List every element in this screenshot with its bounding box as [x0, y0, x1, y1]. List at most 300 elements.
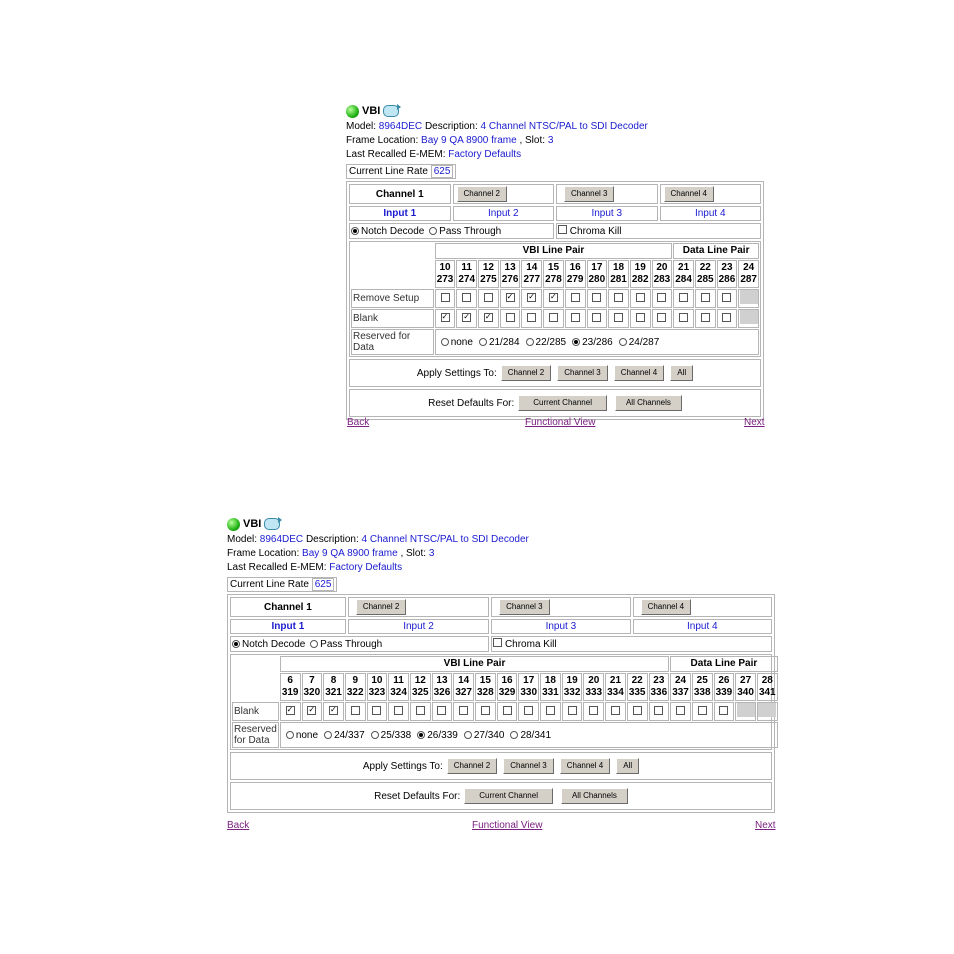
blank-checkbox[interactable]: [722, 313, 731, 322]
line-number-pair: 329: [498, 687, 516, 698]
line-pair-header: [367, 673, 388, 701]
remove-setup-cell: [587, 289, 608, 308]
remove-setup-cell: [435, 289, 456, 308]
line-number: 25: [696, 675, 708, 686]
description-value: 4 Channel NTSC/PAL to SDI Decoder: [480, 121, 648, 132]
vbi-line-table: [231, 655, 779, 749]
tab-channel-2-button[interactable]: Channel 2: [457, 186, 507, 202]
remove-setup-checkbox[interactable]: [571, 293, 580, 302]
reserved-option-label: 25/338: [380, 729, 412, 741]
remove-setup-checkbox[interactable]: [549, 293, 558, 302]
blank-cell: [695, 309, 716, 328]
functional-view-link[interactable]: Functional View: [472, 820, 543, 831]
slot-value: 3: [428, 548, 435, 559]
reserved-option-label: 22/285: [535, 336, 567, 348]
grid-corner: [351, 243, 434, 259]
line-number: 15: [479, 675, 491, 686]
pass-through-label: Pass Through: [320, 638, 383, 650]
line-pair-header: [738, 260, 759, 288]
line-number: 15: [547, 262, 560, 273]
blank-checkbox[interactable]: [657, 313, 666, 322]
apply-all-button[interactable]: All: [670, 365, 693, 381]
blank-checkbox[interactable]: [394, 706, 403, 715]
chroma-kill-checkbox[interactable]: [558, 225, 567, 234]
blank-checkbox[interactable]: [351, 706, 360, 715]
remove-setup-cell: [738, 289, 759, 308]
line-number-pair: 332: [563, 687, 581, 698]
apply-channel-2-button[interactable]: Channel 2: [501, 365, 551, 381]
pass-through-radio[interactable]: [310, 640, 318, 648]
remove-setup-cell: [456, 289, 477, 308]
line-number: 17: [591, 262, 603, 273]
line-number: 18: [612, 262, 625, 273]
back-link[interactable]: Back: [227, 820, 250, 831]
blank-cell: [649, 702, 670, 721]
blank-checkbox[interactable]: [527, 313, 536, 322]
input-2-label: Input 2: [453, 206, 555, 221]
chroma-kill-label: Chroma Kill: [569, 226, 622, 237]
remove-setup-checkbox[interactable]: [722, 293, 731, 302]
line-pair-header: [608, 260, 629, 288]
blank-checkbox[interactable]: [549, 313, 558, 322]
vbi-line-pair-header: VBI Line Pair: [435, 243, 673, 259]
vbi-line-table: [350, 242, 760, 356]
line-pair-header: [323, 673, 344, 701]
apply-settings-row: [230, 752, 772, 780]
refresh-icon[interactable]: [264, 518, 280, 530]
line-number: 22: [631, 675, 643, 686]
remove-setup-checkbox[interactable]: [701, 293, 710, 302]
reserved-option-label: 23/286: [582, 336, 613, 348]
line-number-pair: 274: [458, 274, 476, 285]
blank-cell: [735, 702, 756, 721]
line-number-pair: 322: [346, 687, 364, 698]
remove-setup-checkbox[interactable]: [441, 293, 450, 302]
grid-corner: [232, 656, 279, 672]
remove-setup-checkbox[interactable]: [527, 293, 536, 302]
line-number: 9: [352, 675, 358, 686]
blank-checkbox[interactable]: [568, 706, 577, 715]
line-number: 13: [504, 262, 516, 273]
blank-checkbox[interactable]: [676, 706, 685, 715]
line-number-pair: 327: [455, 687, 472, 698]
line-pair-header: [435, 260, 456, 288]
reserved-radio[interactable]: [510, 731, 518, 739]
reset-all-channels-button[interactable]: All Channels: [615, 395, 682, 411]
blank-checkbox[interactable]: [633, 706, 642, 715]
channel-settings: [227, 594, 775, 813]
line-number: 10: [371, 675, 383, 686]
vbi-panel-1: [346, 102, 766, 420]
tab-channel-1: Channel 1: [349, 184, 451, 204]
tab-channel-3-cell: [556, 184, 658, 204]
reserved-radio[interactable]: [371, 731, 379, 739]
reserved-radio[interactable]: [417, 731, 425, 739]
line-pair-header: [695, 260, 716, 288]
blank-cell: [692, 702, 713, 721]
line-number-pair: 338: [693, 687, 711, 698]
notch-decode-label: Notch Decode: [242, 638, 306, 650]
blank-checkbox[interactable]: [614, 313, 623, 322]
blank-cell: [500, 309, 521, 328]
reserved-label: Reserved for Data: [234, 724, 277, 746]
disabled-cell: [740, 290, 758, 304]
blank-cell: [627, 702, 648, 721]
reset-defaults-row: [230, 782, 772, 810]
channel-tabs: [347, 182, 763, 241]
line-number-pair: 281: [610, 274, 627, 285]
reserved-radio[interactable]: [479, 338, 487, 346]
line-pair-header: [583, 673, 604, 701]
line-number-pair: 275: [480, 274, 497, 285]
line-pair-header: [587, 260, 608, 288]
blank-label: Blank: [232, 702, 279, 721]
line-number: 11: [393, 675, 404, 686]
line-pair-header: [673, 260, 694, 288]
blank-cell: [608, 309, 629, 328]
blank-checkbox[interactable]: [636, 313, 645, 322]
module-info: [346, 120, 766, 162]
line-pair-header: [410, 673, 431, 701]
line-pair-header: [562, 673, 583, 701]
line-number-pair: 339: [715, 687, 733, 698]
line-pair-header: [717, 260, 738, 288]
reset-all-channels-button[interactable]: All Channels: [561, 788, 628, 804]
line-pair-header: [630, 260, 651, 288]
reserved-radio[interactable]: [286, 731, 294, 739]
blank-checkbox[interactable]: [701, 313, 710, 322]
line-number: 6: [287, 675, 293, 686]
line-number-pair: 286: [718, 274, 736, 285]
blank-cell: [717, 309, 738, 328]
grid-spacer: [351, 260, 434, 288]
description-label: Description:: [424, 121, 478, 132]
line-number: 12: [414, 675, 426, 686]
input-1-label: Input 1: [349, 206, 451, 221]
reserved-radio[interactable]: [526, 338, 534, 346]
emem-label: Last Recalled E-MEM:: [227, 562, 327, 573]
reset-current-channel-button[interactable]: Current Channel: [464, 788, 553, 804]
remove-setup-checkbox[interactable]: [636, 293, 645, 302]
line-number-pair: 273: [436, 274, 454, 285]
blank-checkbox[interactable]: [698, 706, 707, 715]
channel-settings: [346, 181, 764, 420]
line-pair-header: [432, 673, 453, 701]
remove-setup-label: Remove Setup: [351, 289, 434, 308]
blank-checkbox[interactable]: [286, 706, 295, 715]
line-number: 24: [674, 675, 687, 686]
line-number-pair: 323: [368, 687, 386, 698]
line-pair-header: [453, 673, 474, 701]
tab-channel-2-cell: [453, 184, 555, 204]
page-title: VBI: [243, 518, 262, 530]
remove-setup-cell: [652, 289, 673, 308]
line-number: 18: [544, 675, 556, 686]
reserved-option-label: 24/287: [628, 336, 660, 348]
tab-channel-4-cell: [660, 184, 762, 204]
input-2-label: Input 2: [348, 619, 489, 634]
tab-channel-3-button[interactable]: Channel 3: [499, 599, 549, 615]
emem-value: Factory Defaults: [448, 149, 522, 160]
blank-cell: [583, 702, 604, 721]
chroma-kill-checkbox[interactable]: [493, 638, 502, 647]
line-number-pair: 324: [390, 687, 407, 698]
back-link[interactable]: Back: [347, 417, 370, 428]
line-number-pair: 320: [303, 687, 321, 698]
line-pair-header: [302, 673, 323, 701]
reserved-radio[interactable]: [464, 731, 472, 739]
line-pair-header: [649, 673, 670, 701]
reset-defaults-label: Reset Defaults For:: [428, 397, 515, 409]
panel-header: [346, 102, 766, 120]
frame-value: Bay 9 QA 8900 frame: [302, 548, 398, 559]
line-rate-value: 625: [312, 578, 335, 591]
notch-decode-radio[interactable]: [351, 227, 359, 235]
blank-cell: [367, 702, 388, 721]
line-pair-header: [500, 260, 521, 288]
apply-channel-4-button[interactable]: Channel 4: [560, 758, 610, 774]
line-number-pair: 340: [737, 687, 754, 698]
remove-setup-checkbox[interactable]: [484, 293, 493, 302]
tab-channel-4-button[interactable]: Channel 4: [664, 186, 714, 202]
blank-cell: [562, 702, 583, 721]
next-link[interactable]: Next: [744, 417, 765, 428]
blank-checkbox[interactable]: [524, 706, 533, 715]
channel-tabs: [228, 595, 774, 654]
apply-channel-2-button[interactable]: Channel 2: [447, 758, 497, 774]
line-number: 14: [458, 675, 470, 686]
line-pair-header: [456, 260, 477, 288]
blank-cell: [757, 702, 778, 721]
blank-checkbox[interactable]: [437, 706, 446, 715]
blank-checkbox[interactable]: [484, 313, 493, 322]
line-number-pair: 331: [542, 687, 559, 698]
data-line-pair-header: Data Line Pair: [670, 656, 777, 672]
description-label: Description:: [305, 534, 359, 545]
line-pair-header: [757, 673, 778, 701]
slot-label: , Slot:: [519, 135, 546, 146]
line-pair-header: [670, 673, 691, 701]
blank-checkbox[interactable]: [329, 706, 338, 715]
line-number-pair: 334: [607, 687, 624, 698]
apply-all-button[interactable]: All: [616, 758, 639, 774]
reset-defaults-label: Reset Defaults For:: [374, 790, 461, 802]
blank-checkbox[interactable]: [719, 706, 728, 715]
decode-mode: [349, 223, 554, 239]
blank-cell: [714, 702, 735, 721]
input-4-label: Input 4: [633, 619, 772, 634]
line-number: 12: [482, 262, 494, 273]
blank-checkbox[interactable]: [307, 706, 316, 715]
remove-setup-cell: [695, 289, 716, 308]
remove-setup-cell: [500, 289, 521, 308]
frame-label: Frame Location:: [227, 548, 300, 559]
line-number-pair: 321: [325, 687, 342, 698]
line-pair-header: [735, 673, 756, 701]
reserved-radio[interactable]: [619, 338, 627, 346]
reserved-option-label: 26/339: [427, 729, 458, 741]
remove-setup-checkbox[interactable]: [592, 293, 601, 302]
blank-checkbox[interactable]: [592, 313, 601, 322]
model-value: 8964DEC: [259, 534, 304, 545]
data-line-pair-header: Data Line Pair: [673, 243, 759, 259]
refresh-icon[interactable]: [383, 105, 399, 117]
line-number-pair: 277: [523, 274, 541, 285]
line-pair-header: [692, 673, 713, 701]
remove-setup-cell: [608, 289, 629, 308]
emem-value: Factory Defaults: [329, 562, 403, 573]
reserved-option-label: 28/341: [520, 729, 552, 741]
line-pair-header: [540, 673, 561, 701]
apply-settings-label: Apply Settings To:: [362, 760, 443, 772]
blank-cell: [587, 309, 608, 328]
vbi-line-table-wrap: [230, 654, 776, 750]
blank-cell: [738, 309, 759, 328]
line-number: 13: [436, 675, 448, 686]
line-number-pair: 330: [520, 687, 538, 698]
line-pair-header: [345, 673, 366, 701]
remove-setup-cell: [565, 289, 586, 308]
module-info: [227, 533, 777, 575]
blank-checkbox[interactable]: [654, 706, 663, 715]
line-pair-header: [627, 673, 648, 701]
blank-checkbox[interactable]: [679, 313, 688, 322]
blank-cell: [345, 702, 366, 721]
blank-checkbox[interactable]: [611, 706, 620, 715]
reserved-radio[interactable]: [441, 338, 449, 346]
line-number-pair: 282: [631, 274, 649, 285]
line-number: 28: [761, 675, 773, 686]
line-number-pair: 337: [672, 687, 689, 698]
remove-setup-cell: [521, 289, 542, 308]
line-number-pair: 335: [628, 687, 646, 698]
remove-setup-checkbox[interactable]: [462, 293, 471, 302]
blank-cell: [521, 309, 542, 328]
line-number: 22: [699, 262, 711, 273]
line-rate-label: Current Line Rate: [230, 579, 309, 590]
line-number-pair: 326: [433, 687, 451, 698]
tab-channel-2-button[interactable]: Channel 2: [356, 599, 406, 615]
blank-cell: [540, 702, 561, 721]
disabled-cell: [758, 703, 776, 717]
blank-cell: [453, 702, 474, 721]
slot-value: 3: [547, 135, 554, 146]
line-number: 7: [309, 675, 315, 686]
model-label: Model:: [227, 534, 258, 545]
description-value: 4 Channel NTSC/PAL to SDI Decoder: [361, 534, 529, 545]
apply-channel-3-button[interactable]: Channel 3: [503, 758, 553, 774]
vbi-panel-2: [227, 515, 777, 813]
blank-cell: [280, 702, 301, 721]
line-rate-value: 625: [431, 165, 454, 178]
line-number-pair: 341: [758, 687, 776, 698]
line-pair-header: [280, 673, 301, 701]
blank-checkbox[interactable]: [462, 313, 471, 322]
line-number-pair: 280: [588, 274, 606, 285]
blank-checkbox[interactable]: [546, 706, 555, 715]
reset-current-channel-button[interactable]: Current Channel: [518, 395, 607, 411]
tab-channel-4-button[interactable]: Channel 4: [641, 599, 691, 615]
line-number: 8: [330, 675, 337, 686]
line-number: 20: [588, 675, 600, 686]
blank-checkbox[interactable]: [506, 313, 515, 322]
blank-checkbox[interactable]: [571, 313, 580, 322]
remove-setup-checkbox[interactable]: [657, 293, 666, 302]
line-number: 14: [526, 262, 538, 273]
remove-setup-checkbox[interactable]: [614, 293, 623, 302]
tab-channel-4-cell: [633, 597, 772, 617]
tab-channel-1: Channel 1: [230, 597, 346, 617]
next-link[interactable]: Next: [755, 820, 776, 831]
line-pair-header: [475, 673, 496, 701]
apply-channel-3-button[interactable]: Channel 3: [557, 365, 607, 381]
line-number: 21: [678, 262, 690, 273]
line-number: 24: [743, 262, 755, 273]
line-number: 19: [566, 675, 578, 686]
blank-cell: [456, 309, 477, 328]
apply-channel-4-button[interactable]: Channel 4: [614, 365, 664, 381]
blank-checkbox[interactable]: [459, 706, 468, 715]
tab-channel-3-button[interactable]: Channel 3: [564, 186, 614, 202]
blank-checkbox[interactable]: [503, 706, 512, 715]
remove-setup-checkbox[interactable]: [506, 293, 515, 302]
blank-label: Blank: [351, 309, 434, 328]
blank-cell: [605, 702, 626, 721]
remove-setup-checkbox[interactable]: [679, 293, 688, 302]
reserved-option-label: 24/337: [334, 729, 365, 741]
remove-setup-cell: [543, 289, 564, 308]
line-pair-header: [652, 260, 673, 288]
line-number: 21: [609, 675, 622, 686]
input-3-label: Input 3: [556, 206, 658, 221]
panel-header: [227, 515, 777, 533]
pass-through-radio[interactable]: [429, 227, 437, 235]
blank-checkbox[interactable]: [589, 706, 598, 715]
blank-checkbox[interactable]: [372, 706, 381, 715]
line-number: 19: [634, 262, 646, 273]
blank-checkbox[interactable]: [441, 313, 450, 322]
blank-cell: [388, 702, 409, 721]
status-led-icon: [227, 518, 240, 531]
functional-view-link[interactable]: Functional View: [525, 417, 596, 428]
blank-checkbox[interactable]: [481, 706, 490, 715]
reserved-radio[interactable]: [572, 338, 580, 346]
line-pair-header: [605, 673, 626, 701]
blank-checkbox[interactable]: [416, 706, 425, 715]
line-number: 16: [569, 262, 581, 273]
reserved-option-label: none: [295, 729, 319, 741]
line-number-pair: 325: [411, 687, 429, 698]
pass-through-label: Pass Through: [439, 225, 502, 237]
notch-decode-label: Notch Decode: [361, 225, 425, 237]
reserved-radio[interactable]: [324, 731, 332, 739]
decode-mode: [230, 636, 489, 652]
line-rate-label: Current Line Rate: [349, 166, 428, 177]
blank-cell: [673, 309, 694, 328]
notch-decode-radio[interactable]: [232, 640, 240, 648]
reserved-option-label: 27/340: [473, 729, 505, 741]
grid-spacer: [232, 673, 279, 701]
line-number-pair: 287: [740, 274, 757, 285]
line-pair-header: [497, 673, 518, 701]
disabled-cell: [737, 703, 755, 717]
line-number: 23: [721, 262, 733, 273]
reserved-options: [280, 722, 778, 748]
line-pair-header: [714, 673, 735, 701]
blank-cell: [497, 702, 518, 721]
disabled-cell: [740, 310, 758, 324]
blank-cell: [323, 702, 344, 721]
